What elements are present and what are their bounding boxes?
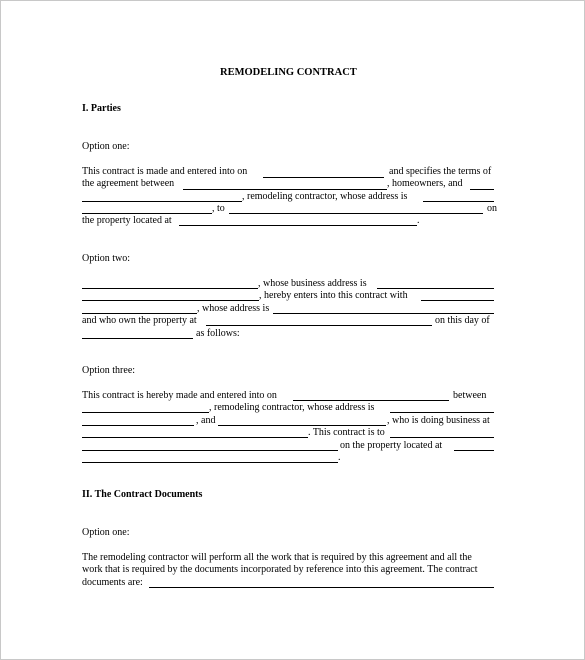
contract-text: , hereby enters into this contract with [259, 290, 408, 301]
contract-text: on this day of [435, 315, 490, 326]
blank-address-field[interactable] [82, 425, 194, 426]
contract-text: . [338, 452, 341, 463]
contract-text: documents are: [82, 577, 143, 588]
option-label: Option three: [82, 365, 136, 376]
contract-text: and who own the property at [82, 315, 197, 326]
contract-text: on [487, 203, 497, 214]
contract-text: , whose address is [197, 303, 270, 314]
blank-date-field[interactable] [263, 177, 384, 178]
blank-documents-field[interactable] [149, 587, 494, 588]
contract-text: , who is doing business at [387, 415, 490, 426]
section-heading-parties: I. Parties [82, 103, 121, 114]
blank-work-field[interactable] [82, 450, 338, 451]
blank-work-field[interactable] [229, 213, 483, 214]
contract-text: , to [212, 203, 225, 214]
blank-homeowners-field[interactable] [183, 189, 387, 190]
contract-text: This contract is hereby made and entered into on [82, 390, 277, 401]
blank-address-field[interactable] [82, 213, 212, 214]
blank-property-field[interactable] [82, 462, 338, 463]
contract-text: The remodeling contractor will perform all the work that is required by this agreement and all the [82, 552, 472, 563]
contract-text: , whose business address is [258, 278, 367, 289]
blank-property-field[interactable] [454, 450, 494, 451]
blank-date-field[interactable] [293, 400, 449, 401]
blank-property-field[interactable] [179, 225, 417, 226]
blank-contractor-field[interactable] [82, 412, 209, 413]
blank-homeowners-field[interactable] [421, 300, 494, 301]
option-label: Option one: [82, 527, 130, 538]
blank-contractor-field[interactable] [470, 189, 494, 190]
blank-date-field[interactable] [82, 338, 193, 339]
contract-text: the agreement between [82, 178, 175, 189]
contract-text: This contract is made and entered into on [82, 166, 248, 177]
contract-text: as follows: [196, 328, 240, 339]
option-label: Option one: [82, 141, 130, 152]
contract-text: , homeowners, and [387, 178, 463, 189]
blank-work-field[interactable] [390, 437, 494, 438]
blank-business-field[interactable] [82, 437, 308, 438]
contract-text: . [417, 215, 420, 226]
blank-homeowners-field[interactable] [218, 425, 386, 426]
blank-contractor-field[interactable] [82, 288, 258, 289]
blank-contractor-field[interactable] [82, 201, 242, 202]
blank-address-field[interactable] [377, 288, 494, 289]
blank-property-field[interactable] [206, 325, 432, 326]
contract-text: the property located at [82, 215, 172, 226]
contract-text: between [453, 390, 487, 401]
section-heading-contract-documents: II. The Contract Documents [82, 489, 203, 500]
document-title: REMODELING CONTRACT [220, 67, 357, 78]
blank-address-field[interactable] [273, 313, 494, 314]
contract-text: , and [196, 415, 216, 426]
contract-text: , remodeling contractor, whose address is [242, 191, 408, 202]
blank-address-field[interactable] [82, 300, 259, 301]
contract-text: work that is required by the documents incorporated by reference into this agreement. The contract [82, 564, 478, 575]
contract-text: on the property located at [340, 440, 443, 451]
blank-homeowners-field[interactable] [82, 313, 197, 314]
blank-address-field[interactable] [390, 412, 494, 413]
blank-address-field[interactable] [423, 201, 494, 202]
contract-text: , remodeling contractor, whose address is [209, 402, 375, 413]
contract-text: and specifies the terms of [389, 166, 492, 177]
option-label: Option two: [82, 253, 131, 264]
contract-text: . This contract is to [308, 427, 385, 438]
